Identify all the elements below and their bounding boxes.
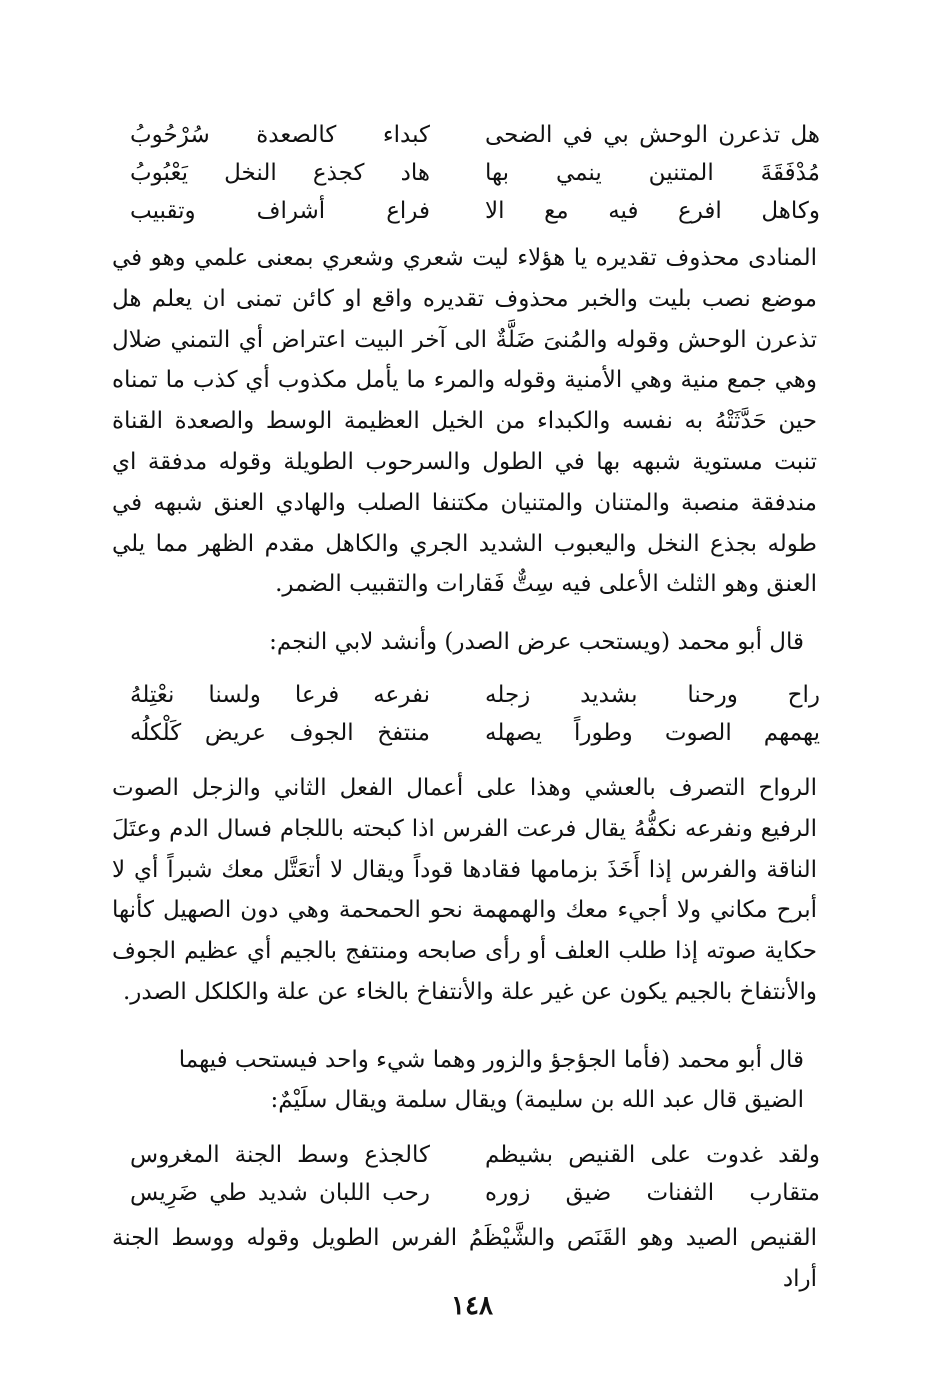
page-number: ١٤٨ [451,1291,493,1321]
verse-line [130,678,820,716]
verse-first-hemistich: يهمهم الصوت وطوراً يصهله [485,720,820,746]
verse-line [130,716,820,754]
verse-first-hemistich: متقارب الثفنات ضيق زوره [485,1180,820,1206]
verse-line [130,118,820,156]
verse-second-hemistich: منتفخ الجوف عريض كَلْكلُه [130,720,430,746]
verse-second-hemistich: هاد كجذع النخل يَعْبُوبُ [130,160,430,186]
commentary-paragraph-3: القنيص الصيد وهو القَنَص والشَّيْظَمُ الفرس الطويل وقوله ووسط الجنة أراد [112,1225,817,1292]
verse-second-hemistich: نفرعه فرعا ولسنا نعْتِلهُ [130,682,430,708]
verse-line [130,156,820,194]
verse-line [130,194,820,232]
poem-verses-2 [130,678,820,754]
verse-second-hemistich: كبداء كالصعدة سُرْحُوبُ [130,122,430,148]
verse-first-hemistich: وكاهل افرع فيه مع الا [485,198,820,224]
verse-first-hemistich: مُدْفَقَةَ المتنين ينمي بها [485,160,820,186]
citation-intro-1: قال أبو محمد (ويستحب عرض الصدر) وأنشد لابي النجم: [269,629,804,655]
verse-line [130,1176,820,1214]
verse-first-hemistich: راح ورحنا بشديد زجله [485,682,820,708]
commentary-paragraph-2: الرواح التصرف بالعشي وهذا على أعمال الفعل الثاني والزجل الصوت الرفيع ونفرعه نكفُّهُ يقال فرعت الفرس اذا كبحته باللجام فسال الدم وعتَلَ الناقة والفرس إذا أَخَذَ بزمامها فقادها قوداً ويقال لا أتعَتَّل معك شبراً أي لا أبرح مكاني ولا أجيء معك والهمهمة نحو الحمحمة وهي دون الصهيل كأنها حكاية صوته إذا طلب العلف أو رأى صابحه ومنتفج بالجيم أي عظيم الجوف والأنتفاخ بالجيم يكون عن غير علة والأنتفاخ بالخاء عن علة والكلكل الصدر. [112,775,817,1005]
commentary-paragraph-1: المنادى محذوف تقديره يا هؤلاء ليت شعري وشعري بمعنى علمي وهو في موضع نصب بليت والخبر محذوف تقديره واقع او كائن تمنى ان يعلم هل تذعرن الوحش وقوله والمُنىَ ضَلَّةٌ الى آخر البيت اعتراض أي التمني ضلال وهي جمع منية وهي الأمنية وقوله والمرء ما يأمل مكذوب أي كذب ما تمناه حين حَدَّثَتْهُ به نفسه والكبداء من الخيل العظيمة الوسط والصعدة القناة تنبت مستوية شبهه بها في الطول والسرحوب الطويلة وقوله مدفقة اي مندفقة منصبة والمتنان والمتنيان مكتنفا الصلب والهادي العنق شبهه في طوله بجذع النخل واليعبوب الشديد الجري والكاهل مقدم الظهر مما يلي العنق وهو الثلث الأعلى فيه سِتٌّ فَقارات والتقبيب الضمر. [112,245,817,598]
verse-second-hemistich: فراع أشراف وتقبيب [130,198,430,224]
poem-verses-1 [130,118,820,232]
verse-first-hemistich: ولقد غدوت على القنيص بشيظم [485,1142,820,1168]
verse-second-hemistich: كالجذع وسط الجنة المغروس [130,1142,430,1168]
citation-intro-2: قال أبو محمد (فأما الجؤجؤ والزور وهما شيء واحد فيستحب فيهما الضيق قال عبد الله بن سليمة) ويقال سلمة ويقال سلَيْمٌ: [178,1047,804,1113]
verse-second-hemistich: رحب اللبان شديد طي ضَرِيس [130,1180,430,1206]
verse-first-hemistich: هل تذعرن الوحش بي في الضحى [485,122,820,148]
poem-verses-3 [130,1138,820,1214]
verse-line [130,1138,820,1176]
